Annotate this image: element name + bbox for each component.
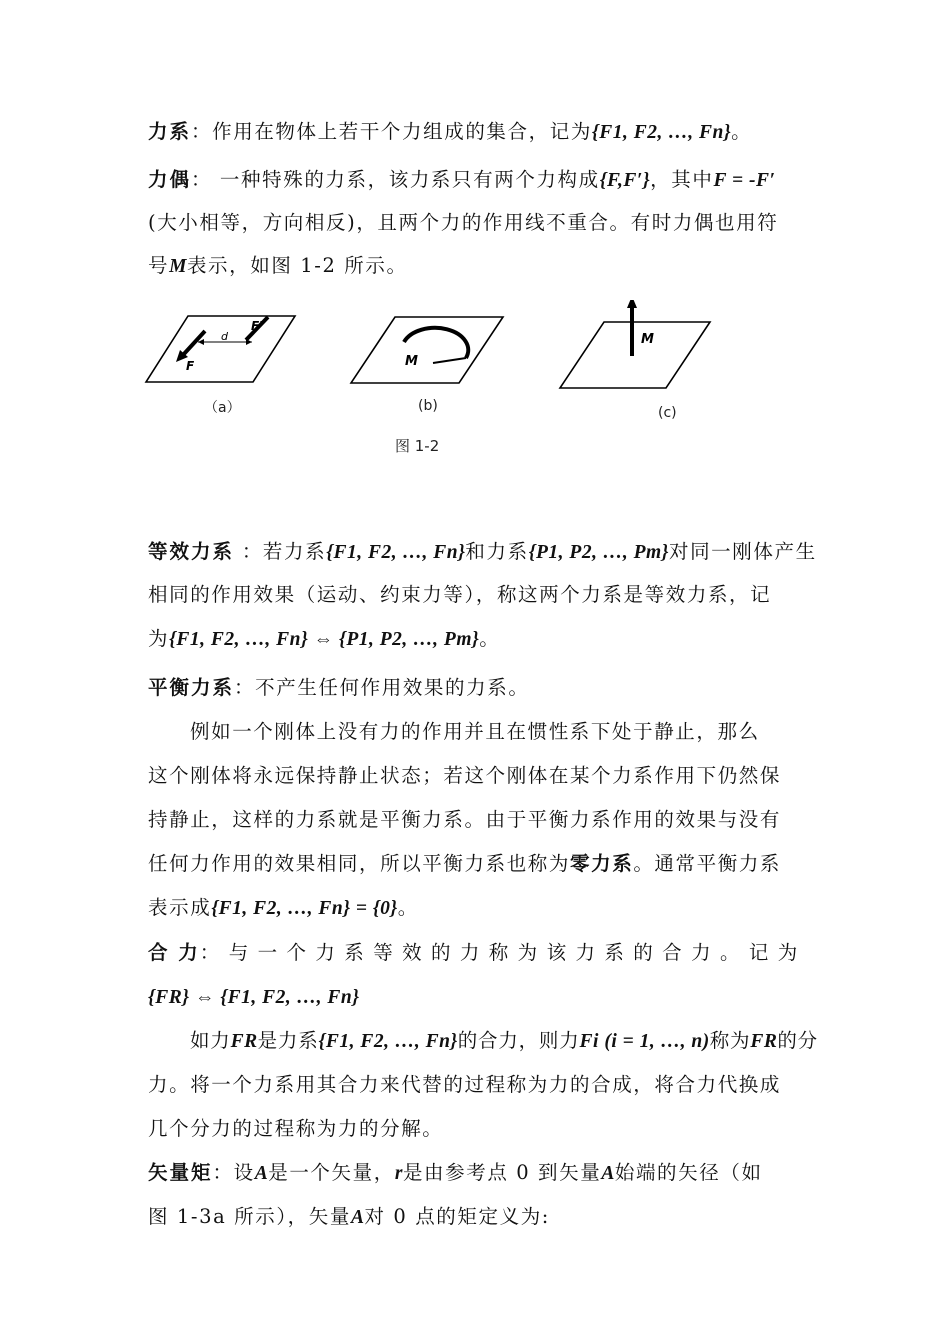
resultant-para-1: 如力FR是力系{F1, F2, …, Fn}的合力，则力Fi (i = 1, …, n)称为FR的分 bbox=[190, 1029, 818, 1052]
equilibrium-para-5: 表示成{F1, F2, …, Fn} = {0}。 bbox=[148, 896, 419, 919]
equivalent-line-1: 等效力系 ：若力系{F1, F2, …, Fn}和力系{P1, P2, …, Pm}对同一刚体产生 bbox=[148, 540, 817, 563]
resultant-para-2: 力。将一个力系用其合力来代替的过程称为力的合成，将合力代换成 bbox=[148, 1073, 782, 1096]
equilibrium-line-1: 平衡力系：不产生任何作用效果的力系。 bbox=[148, 676, 530, 699]
resultant-line-1: 合 力： 与 一 个 力 系 等 效 的 力 称 为 该 力 系 的 合 力 。 记 为 bbox=[148, 941, 799, 964]
label-d: d bbox=[221, 330, 228, 343]
term-zero-force-system: 零力系 bbox=[570, 852, 634, 875]
moment-line-1: 矢量矩：设A是一个矢量，r是由参考点 0 到矢量A始端的矢径（如 bbox=[148, 1161, 763, 1184]
couple-line-3: 号M表示，如图 1-2 所示。 bbox=[148, 254, 408, 277]
figure-1-2 bbox=[0, 300, 950, 470]
term-resultant: 合 力 bbox=[148, 941, 200, 964]
couple-line-2: (大小相等，方向相反)，且两个力的作用线不重合。有时力偶也用符 bbox=[148, 211, 779, 234]
term-equilibrium: 平衡力系 bbox=[148, 676, 235, 699]
term-couple: 力偶 bbox=[148, 168, 192, 191]
subcaption-a: （a） bbox=[204, 400, 241, 416]
figure-c-couple-vector bbox=[560, 300, 710, 388]
resultant-para-3: 几个分力的过程称为力的分解。 bbox=[148, 1117, 444, 1140]
equilibrium-para-4: 任何力作用的效果相同，所以平衡力系也称为零力系。通常平衡力系 bbox=[148, 852, 782, 875]
term-vector-moment: 矢量矩 bbox=[148, 1161, 213, 1184]
label-M-b: M bbox=[405, 354, 418, 369]
resultant-line-2: {FR} ⇔ {F1, F2, …, Fn} bbox=[148, 987, 360, 1008]
force-system-line: 力系：作用在物体上若干个力组成的集合，记为{F1, F2, …, Fn}。 bbox=[148, 120, 753, 143]
equilibrium-para-3: 持静止，这样的力系就是平衡力系。由于平衡力系作用的效果与没有 bbox=[148, 808, 782, 831]
figure-a-couple-forces bbox=[146, 316, 295, 382]
equivalent-line-2: 相同的作用效果（运动、约束力等），称这两个力系是等效力系，记 bbox=[148, 583, 772, 606]
moment-line-2: 图 1-3a 所示），矢量A对 0 点的矩定义为: bbox=[148, 1205, 550, 1228]
figure-b-couple-arc bbox=[351, 317, 503, 383]
math-force-set: {F1, F2, …, Fn} bbox=[591, 122, 732, 143]
label-F: F bbox=[186, 359, 195, 373]
figure-caption: 图 1-2 bbox=[395, 437, 440, 455]
label-F-prime: F' bbox=[251, 319, 263, 333]
term-force-system: 力系 bbox=[148, 120, 192, 143]
label-M-c: M bbox=[641, 332, 654, 347]
equilibrium-para-1: 例如一个刚体上没有力的作用并且在惯性系下处于静止，那么 bbox=[190, 720, 760, 743]
couple-line-1: 力偶： 一种特殊的力系，该力系只有两个力构成{F,F′}，其中F = -F′ bbox=[148, 168, 776, 191]
subcaption-b: (b) bbox=[418, 398, 438, 414]
term-equivalent: 等效力系 bbox=[148, 540, 235, 563]
subcaption-c: (c) bbox=[658, 405, 677, 421]
equilibrium-para-2: 这个刚体将永远保持静止状态；若这个刚体在某个力系作用下仍然保 bbox=[148, 764, 782, 787]
equivalent-line-3: 为{F1, F2, …, Fn} ⇔ {P1, P2, …, Pm}。 bbox=[148, 627, 501, 650]
